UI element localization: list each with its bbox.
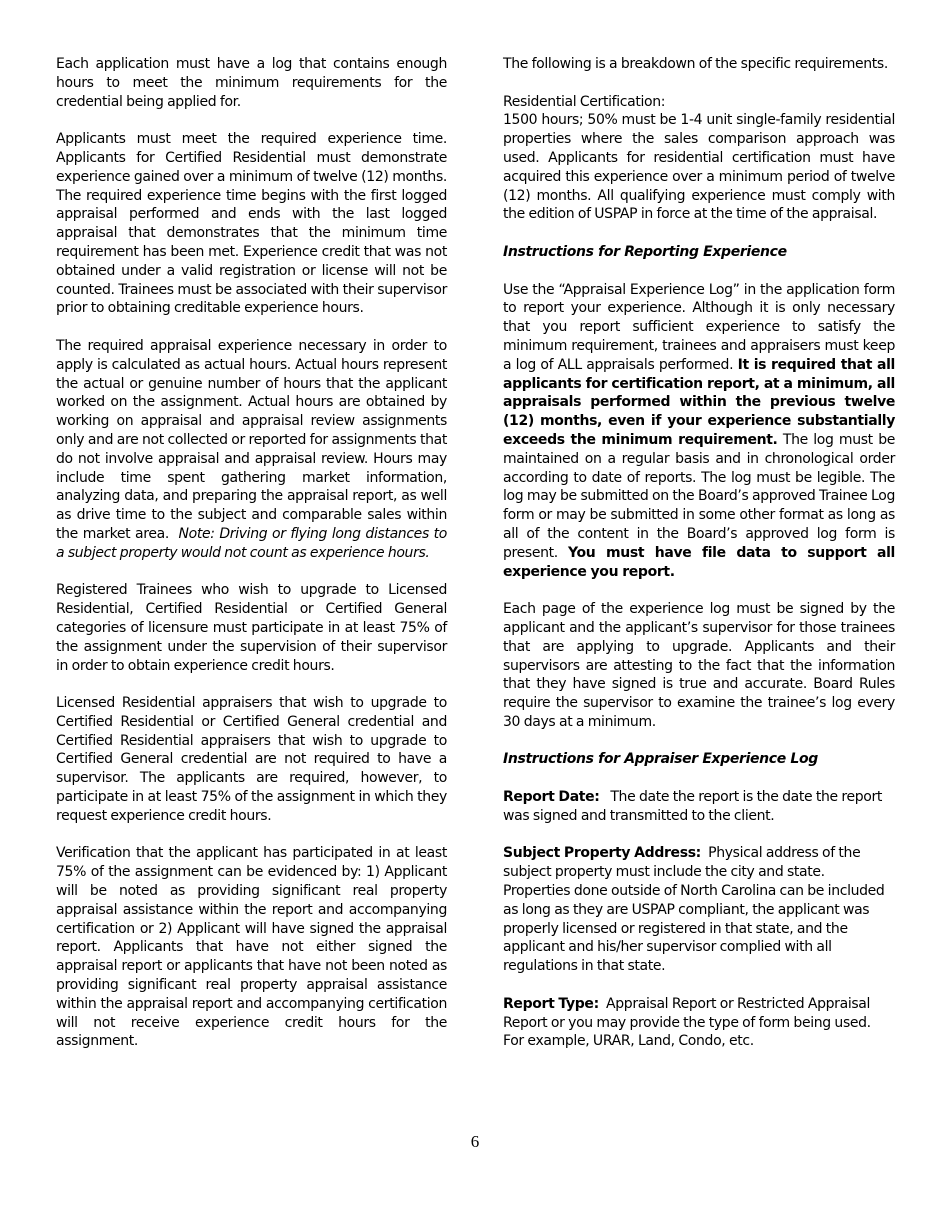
driving-note: Note: Driving or flying long distances to a subject property would not count as experience hours. bbox=[56, 525, 448, 561]
paragraph-report-type bbox=[503, 995, 895, 1051]
residential-label: Residential Certification: bbox=[503, 93, 666, 110]
subject-address-text: Physical address of the subject property must include the city and state. Properties done outside of North Carolina can be included as long as they are USPAP compliant, the applicant was properly licensed or registered in that state, and the applicant and his/her supervisor complied with all regulations in that state. bbox=[503, 845, 885, 975]
page-number: 6 bbox=[470, 1132, 480, 1151]
paragraph-residential-certification bbox=[503, 93, 895, 225]
reporting-text-a: Use the “Appraisal Experience Log” in the application form to report your experience. Although it is only necessary that you report sufficient experience to satisfy the minimum requirement, trainees and appraisers must keep a log of ALL appraisals performed. bbox=[503, 281, 895, 373]
heading-reporting-experience: Instructions for Reporting Experience bbox=[503, 243, 787, 260]
reporting-text-file-data: You must have file data to support all experience you report. bbox=[503, 544, 895, 580]
paragraph-log-requirement: Each application must have a log that contains enough hours to meet the minimum requirements for the credential being applied for. bbox=[56, 56, 447, 110]
paragraph-subject-address bbox=[503, 844, 895, 976]
report-type-label: Report Type: bbox=[503, 995, 599, 1012]
subject-address-label: Subject Property Address: bbox=[503, 845, 701, 862]
report-type-text: Appraisal Report or Restricted Appraisal Report or you may provide the type of form being used. For example, URAR, Land, Condo, etc. bbox=[503, 995, 871, 1050]
residential-text: 1500 hours; 50% must be 1-4 unit single-family residential properties where the sales comparison approach was used. Applicants for residential certification must have acquired this experience over a minimum period of twelve (12) months. All qualifying experience must comply with the edition of USPAP in force at the time of the appraisal. bbox=[503, 112, 895, 223]
actual-hours-text: The required appraisal experience necessary in order to apply is calculated as actual hours. Actual hours represent the actual or genuine number of hours that the applicant worked on the assignment. Actual hours are obtained by working on appraisal and appraisal review assignments only and are not collected or reported for assignments that do not involve appraisal and appraisal review. Hours may include time spent gathering market information, analyzing data, and preparing the appraisal report, as well as drive time to the subject and comparable sales within the market area. bbox=[56, 337, 447, 542]
report-date-text: The date the report is the date the report was signed and transmitted to the client. bbox=[503, 789, 883, 824]
reporting-text-c: The log must be maintained on a regular basis and in chronological order according to date of reports. The log must be legible. The log may be submitted on the Board’s approved Trainee Log form or may be submitted in some other format as long as all of the content in the Board’s approved log form is present. bbox=[503, 431, 895, 561]
heading-appraiser-log: Instructions for Appraiser Experience Log bbox=[503, 751, 818, 768]
right-column bbox=[503, 55, 895, 1070]
report-date-label: Report Date: bbox=[503, 789, 600, 806]
paragraph-verification: Verification that the applicant has participated in at least 75% of the assignment can be evidenced by: 1) Applicant will be noted as providing significant real property appraisal assistance within the report and accompanying certification or 2) Applicant will have signed the appraisal report. Applicants that have not either signed the appraisal report or applicants that have not been noted as providing significant real property appraisal assistance within the appraisal report and accompanying certification will not receive experience credit hours for the assignment. bbox=[56, 845, 447, 1050]
reporting-text-required: It is required that all applicants for certification report, at a minimum, all appraisals performed within the previous twelve (12) months, even if your experience substantially exceeds the minimum requirement. bbox=[503, 356, 895, 448]
paragraph-reporting-instructions bbox=[503, 281, 895, 582]
paragraph-report-date bbox=[503, 788, 895, 826]
paragraph-log-signature: Each page of the experience log must be signed by the applicant and the applicant’s supervisor for those trainees that are applying to upgrade. Applicants and their supervisors are attesting to the fact that the information that they have signed is true and accurate. Board Rules require the supervisor to examine the trainee’s log every 30 days at a minimum. bbox=[503, 601, 895, 730]
paragraph-licensed-upgrade: Licensed Residential appraisers that wish to upgrade to Certified Residential or Certified General credential and Certified Residential appraisers that wish to upgrade to Certified General credential are not required to have a supervisor. The applicants are required, however, to participate in at least 75% of the assignment in which they request experience credit hours. bbox=[56, 695, 447, 824]
paragraph-actual-hours bbox=[56, 337, 447, 563]
paragraph-experience-time: Applicants must meet the required experience time. Applicants for Certified Residential must demonstrate experience gained over a minimum of twelve (12) months. The required experience time begins with the first logged appraisal performed and ends with the last logged appraisal that demonstrates that the minimum time requirement has been met. Experience credit that was not obtained under a valid registration or license will not be counted. Trainees must be associated with their supervisor prior to obtaining creditable experience hours. bbox=[56, 131, 447, 317]
left-column bbox=[56, 55, 447, 1070]
paragraph-breakdown-intro: The following is a breakdown of the specific requirements. bbox=[503, 56, 888, 72]
paragraph-trainees-upgrade: Registered Trainees who wish to upgrade to Licensed Residential, Certified Residential or Certified General categories of licensure must participate in at least 75% of the assignment under the supervision of their supervisor in order to obtain experience credit hours. bbox=[56, 582, 447, 674]
